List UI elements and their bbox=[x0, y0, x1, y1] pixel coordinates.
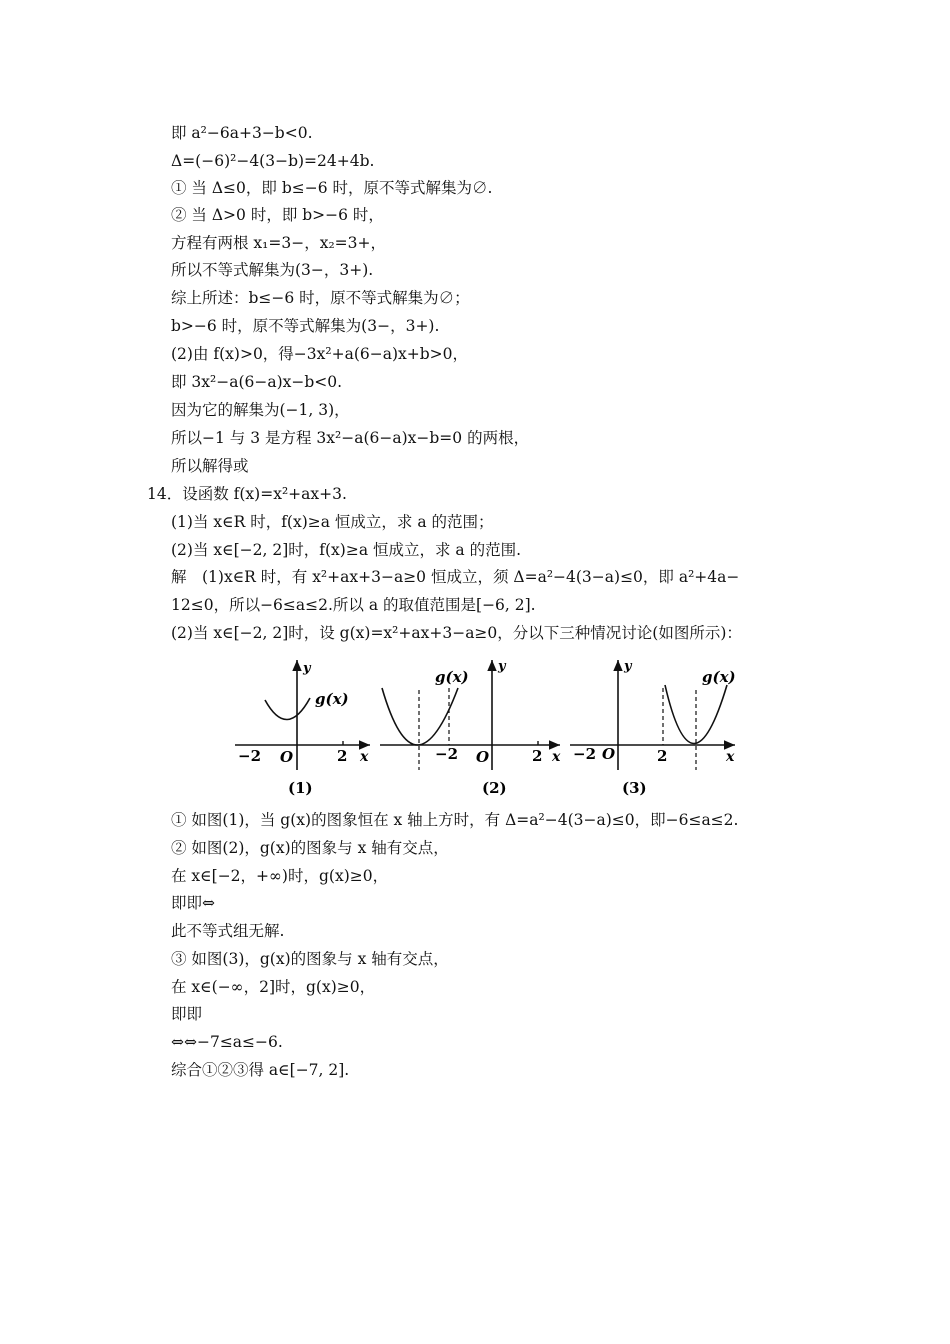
figure-caption: (3) bbox=[622, 779, 647, 797]
text-line: 所以−1 与 3 是方程 3x²−a(6−a)x−b=0 的两根， bbox=[171, 429, 530, 447]
y-label: y bbox=[624, 659, 632, 674]
problem-part-1: (1)当 x∈R 时，f(x)≥a 恒成立，求 a 的范围； bbox=[171, 513, 494, 531]
text-line: 此不等式组无解. bbox=[171, 922, 285, 940]
text-line: ⇔⇔−7≤a≤−6. bbox=[171, 1033, 283, 1051]
x-label: x bbox=[552, 749, 561, 765]
text-line: Δ=(−6)²−4(3−b)=24+4b. bbox=[171, 152, 375, 170]
figure-caption: (2) bbox=[482, 779, 507, 797]
text-line: 综上所述：b≤−6 时，原不等式解集为∅； bbox=[171, 289, 470, 307]
parabola bbox=[382, 688, 458, 745]
text-line: 即即⇔ bbox=[171, 894, 215, 912]
problem-stem: 14．设函数 f(x)=x²+ax+3. bbox=[147, 485, 347, 503]
figure-1 bbox=[235, 660, 370, 797]
text-line: 所以解得或 bbox=[171, 457, 249, 475]
text-line: ② 当 Δ>0 时，即 b>−6 时， bbox=[171, 206, 384, 224]
tick-label: 2 bbox=[337, 747, 348, 765]
origin-label: O bbox=[280, 748, 294, 766]
figure-group bbox=[230, 650, 750, 800]
text-line: ② 如图(2)，g(x)的图象与 x 轴有交点， bbox=[171, 839, 449, 857]
tick-label: −2 bbox=[435, 745, 459, 763]
y-label: y bbox=[303, 661, 311, 676]
text-line: 因为它的解集为(−1, 3)， bbox=[171, 401, 350, 419]
text-line: 所以不等式解集为(3−，3+). bbox=[171, 261, 374, 279]
text-line: b>−6 时，原不等式解集为(3−，3+). bbox=[171, 317, 440, 335]
x-label: x bbox=[360, 749, 369, 765]
figure-2 bbox=[380, 659, 561, 797]
text-line: ③ 如图(3)，g(x)的图象与 x 轴有交点， bbox=[171, 950, 449, 968]
text-line: 即即 bbox=[171, 1005, 203, 1023]
figure-caption: (1) bbox=[288, 779, 313, 797]
y-label: y bbox=[498, 659, 506, 674]
x-label: x bbox=[726, 749, 735, 765]
solution-line: (2)当 x∈[−2, 2]时，设 g(x)=x²+ax+3−a≥0，分以下三种情况讨论(如图所示)： bbox=[171, 624, 742, 642]
text-line: 在 x∈(−∞，2]时，g(x)≥0， bbox=[171, 978, 376, 996]
solution-line: 解 (1)x∈R 时，有 x²+ax+3−a≥0 恒成立，须 Δ=a²−4(3−a)≤0，即 a²+4a− bbox=[171, 568, 740, 586]
tick-label: −2 bbox=[238, 747, 262, 765]
curve-label: g(x) bbox=[315, 690, 349, 708]
figure-3 bbox=[570, 659, 736, 797]
parabola bbox=[265, 698, 310, 720]
text-line: 方程有两根 x₁=3−，x₂=3+， bbox=[171, 234, 387, 252]
solution-line: 12≤0，所以−6≤a≤2.所以 a 的取值范围是[−6, 2]. bbox=[171, 596, 536, 614]
tick-label: 2 bbox=[532, 747, 543, 765]
text-line: 综合①②③得 a∈[−7, 2]. bbox=[171, 1061, 350, 1079]
text-line: (2)由 f(x)>0，得−3x²+a(6−a)x+b>0， bbox=[171, 345, 469, 363]
tick-label: 2 bbox=[657, 747, 668, 765]
figure-svg bbox=[230, 650, 750, 800]
text-line: ① 当 Δ≤0，即 b≤−6 时，原不等式解集为∅. bbox=[171, 179, 493, 197]
text-line: ① 如图(1)，当 g(x)的图象恒在 x 轴上方时，有 Δ=a²−4(3−a)≤0，即−6≤a≤2. bbox=[171, 811, 739, 829]
tick-label: −2 bbox=[573, 745, 597, 763]
curve-label: g(x) bbox=[435, 668, 469, 686]
problem-part-2: (2)当 x∈[−2, 2]时，f(x)≥a 恒成立，求 a 的范围. bbox=[171, 541, 522, 559]
text-line: 即 3x²−a(6−a)x−b<0. bbox=[171, 373, 343, 391]
origin-label: O bbox=[476, 748, 490, 766]
text-line: 即 a²−6a+3−b<0. bbox=[171, 124, 313, 142]
text-line: 在 x∈[−2，+∞)时，g(x)≥0， bbox=[171, 867, 389, 885]
curve-label: g(x) bbox=[702, 668, 736, 686]
origin-label: O bbox=[602, 745, 616, 763]
